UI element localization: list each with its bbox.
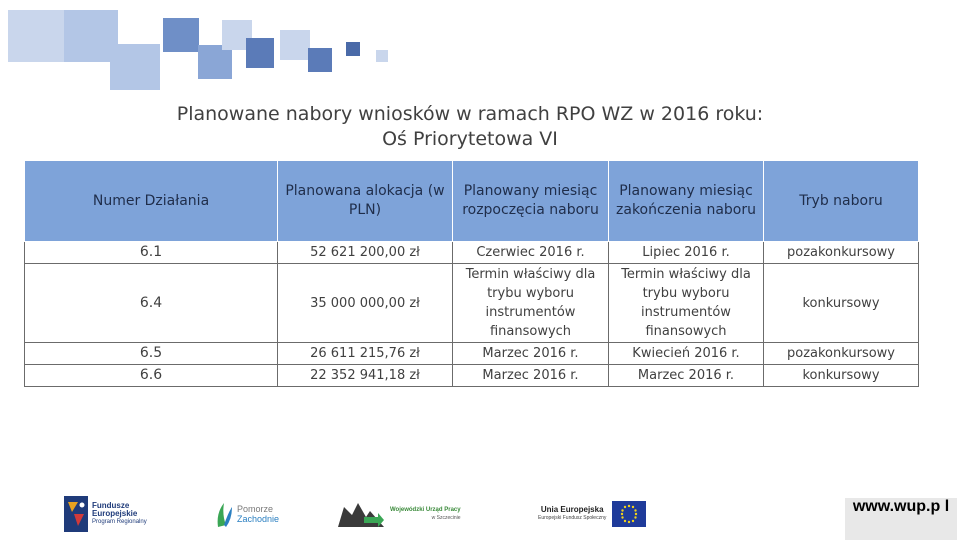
recruitment-table [24,160,919,387]
table-row [25,264,919,343]
fundusze-europejskie-icon [64,496,88,532]
end-month: Marzec 2016 r. [609,365,764,387]
logo-wup-line2: w Szczecinie [431,515,461,521]
start-month: Marzec 2016 r. [453,343,609,365]
deco-square [346,42,360,56]
header-allocation: Planowana alokacja (w PLN) [278,161,453,242]
logo-pz-line1: Pomorze [237,504,274,514]
start-month: Marzec 2016 r. [453,365,609,387]
recruitment-mode: pozakonkursowy [764,343,919,365]
logo-fe-line2: Europejskie [92,509,138,518]
title-line-2: Oś Priorytetowa VI [382,128,558,150]
header-measure-number: Numer Działania [25,161,278,242]
end-month: Lipiec 2016 r. [609,242,764,264]
deco-square [198,45,232,79]
logo-fe-text [92,502,147,526]
measure-number: 6.4 [25,264,278,343]
header-start-month: Planowany miesiąc rozpoczęcia naboru [453,161,609,242]
logo-wup-szczecin [338,494,488,534]
table-header-row [25,161,919,242]
deco-square [163,18,199,52]
eu-flag-icon [612,501,646,527]
logo-pomorze-zachodnie [214,494,284,534]
header-end-month: Planowany miesiąc zakończenia naboru [609,161,764,242]
table-row [25,343,919,365]
pomorze-leaf-icon [214,499,234,529]
recruitment-mode: konkursowy [764,365,919,387]
measure-number: 6.1 [25,242,278,264]
start-month: Termin właściwy dla trybu wyboru instrumentów finansowych [453,264,609,343]
deco-square [308,48,332,72]
logo-ue-line2: Europejski Fundusz Społeczny [538,515,607,521]
deco-square [110,44,160,90]
logo-pz-text [237,504,279,524]
logo-fe-line1: Fundusze [92,501,130,510]
logo-ue-text [538,506,606,522]
deco-square [246,38,274,68]
logo-wup-text [390,506,461,522]
deco-square [280,30,310,60]
table-row [25,365,919,387]
logo-ue-line1: Unia Europejska [540,505,604,514]
page-title [120,102,820,152]
title-line-1: Planowane nabory wniosków w ramach RPO WZ w 2016 roku: [176,103,764,125]
recruitment-mode: konkursowy [764,264,919,343]
measure-number: 6.5 [25,343,278,365]
end-month: Kwiecień 2016 r. [609,343,764,365]
website-url[interactable]: www.wup.p l [845,498,957,540]
recruitment-mode: pozakonkursowy [764,242,919,264]
logo-pz-line2: Zachodnie [237,514,280,524]
end-month: Termin właściwy dla trybu wyboru instrumentów finansowych [609,264,764,343]
logo-fe-line3: Program Regionalny [92,519,147,525]
start-month: Czerwiec 2016 r. [453,242,609,264]
allocation-value: 22 352 941,18 zł [278,365,453,387]
measure-number: 6.6 [25,365,278,387]
wup-building-icon [338,501,384,527]
deco-square [376,50,388,62]
allocation-value: 35 000 000,00 zł [278,264,453,343]
table-row [25,242,919,264]
logo-unia-europejska [538,494,678,534]
allocation-value: 52 621 200,00 zł [278,242,453,264]
header-mode: Tryb naboru [764,161,919,242]
allocation-value: 26 611 215,76 zł [278,343,453,365]
logo-wup-line1: Wojewódzki Urząd Pracy [390,507,461,513]
logo-fundusze-europejskie [64,494,164,534]
